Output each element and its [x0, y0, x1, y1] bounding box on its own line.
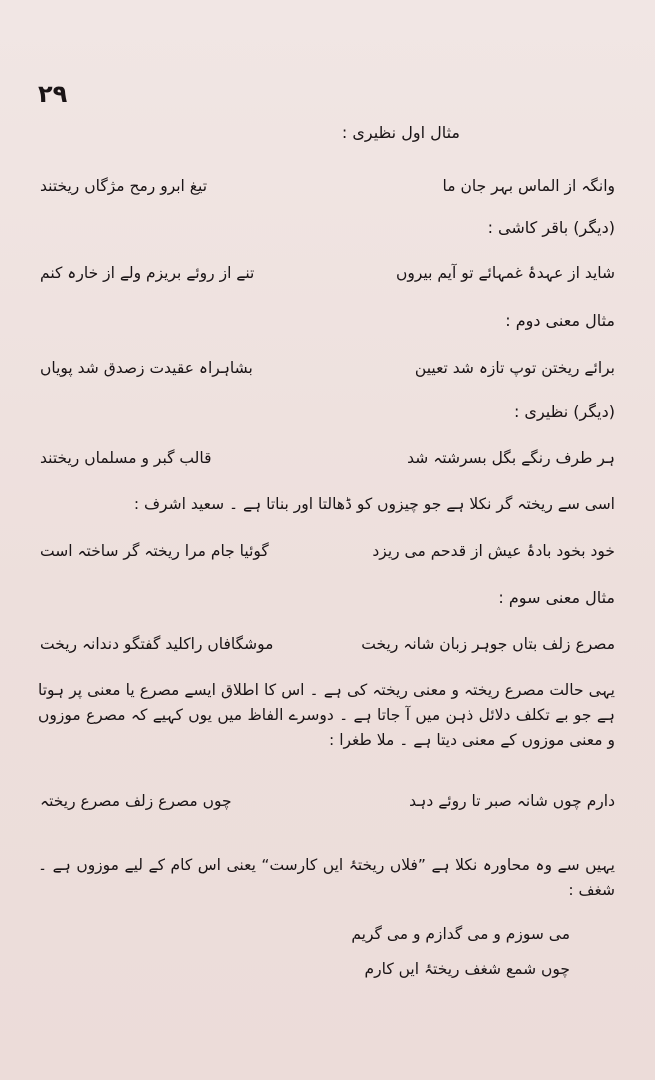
verse-6	[40, 633, 615, 657]
heading-example-first: مثال اول نظیری :	[341, 123, 460, 142]
verse-4-first-hemistich: ہر طرف رنگے بگل بسرشتہ شد	[407, 449, 615, 467]
verse-1-first-hemistich: وانگہ از الماس بہر جان ما	[442, 177, 615, 195]
verse-3	[40, 357, 615, 381]
verse-2-second-hemistich: تنے از روئے بریزم ولے از خارہ کنم	[40, 264, 255, 282]
verse-5	[40, 540, 615, 564]
verse-2	[40, 262, 615, 286]
verse-3-second-hemistich: بشاہراہ عقیدت زصدق شد پویاں	[40, 359, 253, 377]
verse-7-first-hemistich: دارم چوں شانہ صبر تا روئے دہد	[409, 792, 615, 810]
prose-paragraph-2: یہی حالت مصرع ریختہ و معنی ریختہ کی ہے ۔ اس کا اطلاق ایسے مصرع یا معنی پر ہوتا ہے جو بے تکلف دلائل ذہن میں آ جاتا ہے ۔ دوسرے الفاظ میں یوں کہیے کہ مصرع موزوں و معنی موزوں کے معنی دیتا ہے ۔ ملا طغرا :	[38, 681, 615, 749]
verse-3-first-hemistich: برائے ریختن توپ تازہ شد تعیین	[414, 359, 615, 377]
heading-example-third: مثال معنی سوم :	[498, 588, 615, 607]
prose-paragraph-3: یہیں سے وہ محاورہ نکلا ہے ”فلاں ریختۂ ایں کارست“ یعنی اس کام کے لیے موزوں ہے ۔ شغف :	[38, 856, 615, 899]
verse-7	[40, 790, 615, 814]
heading-other-naziri: (دیگر) نظیری :	[513, 402, 615, 421]
verse-5-second-hemistich: گوئیا جام مرا ریختہ گر ساختہ است	[40, 542, 269, 560]
verse-6-first-hemistich: مصرع زلف بتاں جوہر زبان شانہ ریخت	[361, 635, 615, 653]
heading-example-second: مثال معنی دوم :	[505, 311, 615, 330]
prose-paragraph-1: اسی سے ریختہ گر نکلا ہے جو چیزوں کو ڈھالتا اور بناتا ہے ۔ سعید اشرف :	[133, 495, 615, 513]
verse-6-second-hemistich: موشگافاں راکلید گفتگو دندانہ ریخت	[40, 635, 274, 653]
couplet-line-2: چوں شمع شغف ریختۂ ایں کارم	[364, 960, 570, 978]
verse-1	[40, 175, 615, 199]
heading-other-baqir: (دیگر) باقر کاشی :	[487, 218, 615, 237]
verse-4-second-hemistich: قالب گبر و مسلماں ریختند	[40, 449, 212, 467]
couplet-line-1: می سوزم و می گدازم و می گریم	[351, 925, 570, 943]
verse-1-second-hemistich: تیغ ابرو رمح مژگاں ریختند	[40, 177, 208, 195]
verse-4	[40, 447, 615, 471]
page-number: ۲۹	[38, 80, 68, 108]
verse-7-second-hemistich: چوں مصرع زلف مصرع ریختہ	[40, 792, 232, 810]
verse-2-first-hemistich: شاید از عہدۂ غمہائے تو آیم بیروں	[396, 264, 615, 282]
verse-5-first-hemistich: خود بخود بادۂ عیش از قدحم می ریزد	[372, 542, 615, 560]
